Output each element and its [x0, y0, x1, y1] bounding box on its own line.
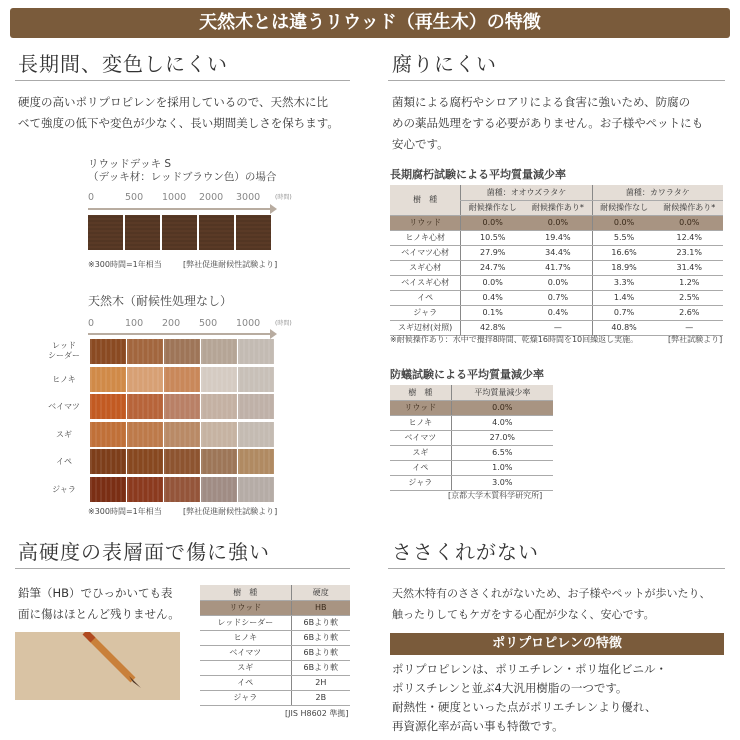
- table-row: [200, 690, 350, 705]
- table-cell: スギ辺材(対照): [390, 320, 461, 335]
- table-cell: 16.6%: [592, 245, 655, 260]
- table-cell: イペ: [390, 290, 461, 305]
- table-row: [390, 320, 723, 335]
- deck-credit: [弊社促進耐候性試験より]: [183, 260, 278, 269]
- wood-swatch: [127, 394, 163, 419]
- text-line: 天然木特有のささくれがないため、お子様やペットが歩いたり、: [392, 587, 711, 600]
- table-cell: ベイマツ: [200, 645, 291, 660]
- rot-table-title: 長期腐朽試験による平均質量減少率: [390, 168, 566, 181]
- table-row: [200, 600, 350, 615]
- text-line: 耐熱性・硬度といった点がポリエチレンより優れ、: [392, 700, 657, 714]
- table-cell: 12.4%: [655, 230, 723, 245]
- table-cell: 41.7%: [524, 260, 592, 275]
- table-row: [200, 615, 350, 630]
- hardness-credit: [JIS H8602 準拠]: [285, 709, 349, 718]
- deck-tick: 3000: [236, 192, 261, 203]
- table-cell: 0.4%: [461, 290, 524, 305]
- text-line: 安心です。: [392, 137, 449, 151]
- table-row: [200, 675, 350, 690]
- col-header: 樹 種: [390, 385, 451, 400]
- deck-tick: 500: [125, 192, 144, 203]
- text-line: 硬度の高いポリプロピレンを採用しているので、天然木に比: [18, 95, 328, 109]
- table-cell: 1.4%: [592, 290, 655, 305]
- termite-table: [390, 385, 553, 491]
- wood-swatch: [90, 449, 126, 474]
- table-row: [390, 400, 553, 415]
- table-cell: ジャラ: [200, 690, 291, 705]
- deck-tick: 0: [88, 192, 95, 203]
- table-row: [200, 660, 350, 675]
- col-header: 平均質量減少率: [451, 385, 553, 400]
- deck-swatch: [88, 215, 123, 250]
- table-cell: 24.7%: [461, 260, 524, 275]
- table-cell: 0.7%: [592, 305, 655, 320]
- table-cell: 2.5%: [655, 290, 723, 305]
- rot-credit: [弊社試験より]: [668, 335, 723, 344]
- table-cell: スギ: [390, 445, 451, 460]
- wood-swatch: [90, 339, 126, 364]
- table-cell: 42.8%: [461, 320, 524, 335]
- table-row: [390, 260, 723, 275]
- timeline-arrow: [88, 333, 271, 335]
- table-cell: リウッド: [200, 600, 291, 615]
- col-header: 耐候操作なし: [592, 200, 655, 215]
- table-cell: 0.7%: [524, 290, 592, 305]
- wood-row-label: スギ: [56, 429, 72, 439]
- wood-swatch: [238, 477, 274, 502]
- wood-swatch: [127, 367, 163, 392]
- col-header: 菌種：オオウズラタケ: [461, 185, 592, 200]
- table-cell: 27.0%: [451, 430, 553, 445]
- table-cell: 5.5%: [592, 230, 655, 245]
- table-row: [390, 305, 723, 320]
- col-header: 樹 種: [390, 185, 461, 215]
- table-cell: 31.4%: [655, 260, 723, 275]
- col-header: 耐候操作なし: [461, 200, 524, 215]
- wood-swatch: [90, 477, 126, 502]
- table-cell: リウッド: [390, 400, 451, 415]
- wood-swatch: [238, 394, 274, 419]
- table-row: [200, 645, 350, 660]
- header-title: 天然木とは違うリウッド（再生木）の特徴: [10, 8, 730, 38]
- table-cell: 6Bより軟: [291, 630, 350, 645]
- divider: [15, 80, 350, 81]
- deck-tick: 2000: [199, 192, 224, 203]
- natural-note: ※300時間=1年相当: [88, 507, 162, 516]
- wood-swatch: [238, 339, 274, 364]
- wood-swatch: [201, 422, 237, 447]
- wood-swatch: [127, 339, 163, 364]
- rot-note: ※耐候操作あり：水中で攪拌8時間、乾燥16時間を10回繰返し実施。: [390, 335, 639, 344]
- table-cell: 27.9%: [461, 245, 524, 260]
- wood-row-label: イペ: [56, 457, 72, 466]
- pencil-photo: [15, 632, 180, 700]
- termite-table-title: 防蟻試験による平均質量減少率: [390, 368, 544, 381]
- wood-swatch: [164, 449, 200, 474]
- unit-label: (時間): [275, 320, 292, 327]
- deck-tick: 1000: [162, 192, 187, 203]
- wood-swatch: [90, 367, 126, 392]
- table-cell: ヒノキ心材: [390, 230, 461, 245]
- table-row: [200, 630, 350, 645]
- table-cell: 6Bより軟: [291, 660, 350, 675]
- table-cell: 1.0%: [451, 460, 553, 475]
- col-header: 樹 種: [200, 585, 291, 600]
- natural-tick: 0: [88, 318, 95, 329]
- natural-wood-label: 天然木（耐候性処理なし）: [88, 294, 233, 308]
- col-header: 耐候操作あり*: [655, 200, 723, 215]
- table-cell: 6Bより軟: [291, 645, 350, 660]
- table-cell: 10.5%: [461, 230, 524, 245]
- wood-swatch: [201, 477, 237, 502]
- natural-tick: 100: [125, 318, 144, 329]
- polypropylene-band: ポリプロピレンの特徴: [390, 633, 724, 655]
- table-row: [390, 475, 553, 490]
- table-cell: 34.4%: [524, 245, 592, 260]
- table-cell: ジャラ: [390, 305, 461, 320]
- wood-swatch: [238, 367, 274, 392]
- table-cell: ヒノキ: [200, 630, 291, 645]
- natural-tick: 1000: [236, 318, 261, 329]
- divider: [388, 80, 725, 81]
- table-row: [390, 460, 553, 475]
- rot-table: [390, 185, 723, 336]
- wood-swatch: [164, 477, 200, 502]
- section-title-rot: 腐りにくい: [392, 52, 497, 76]
- text-line: べて強度の低下や変色が少なく、長い期間美しさを保ちます。: [18, 116, 339, 130]
- wood-row-label: レッド シーダー: [48, 341, 80, 360]
- wood-row-label: ヒノキ: [52, 374, 76, 384]
- table-row: [390, 215, 723, 230]
- table-cell: 23.1%: [655, 245, 723, 260]
- col-header: 耐候操作あり*: [524, 200, 592, 215]
- table-cell: —: [524, 320, 592, 335]
- table-cell: 4.0%: [451, 415, 553, 430]
- table-cell: 0.0%: [451, 400, 553, 415]
- table-cell: リウッド: [390, 215, 461, 230]
- wood-swatch: [90, 394, 126, 419]
- text-line: ポリスチレンと並ぶ4大汎用樹脂の一つです。: [392, 681, 628, 695]
- table-cell: 2H: [291, 675, 350, 690]
- table-row: [390, 445, 553, 460]
- table-cell: イペ: [200, 675, 291, 690]
- divider: [15, 568, 350, 569]
- table-cell: 18.9%: [592, 260, 655, 275]
- text-line: めの薬品処理をする必要がありません。お子様やペットにも: [392, 116, 704, 130]
- table-cell: ベイマツ心材: [390, 245, 461, 260]
- section-title-splinter: ささくれがない: [392, 540, 539, 564]
- deck-label: （デッキ材：レッドブラウン色）の場合: [88, 171, 277, 183]
- wood-swatch: [127, 449, 163, 474]
- table-cell: 6.5%: [451, 445, 553, 460]
- table-row: [390, 230, 723, 245]
- table-cell: 0.0%: [592, 215, 655, 230]
- wood-swatch: [164, 367, 200, 392]
- table-cell: 40.8%: [592, 320, 655, 335]
- termite-credit: [京都大学木質科学研究所]: [448, 491, 543, 500]
- table-cell: 0.0%: [524, 275, 592, 290]
- section-title-discoloration: 長期間、変色しにくい: [18, 52, 228, 76]
- table-cell: レッドシーダー: [200, 615, 291, 630]
- table-cell: 0.0%: [461, 215, 524, 230]
- section-title-hardness: 高硬度の表層面で傷に強い: [18, 540, 270, 564]
- table-cell: HB: [291, 600, 350, 615]
- wood-swatch: [164, 422, 200, 447]
- wood-row-label: ベイマツ: [48, 402, 80, 411]
- wood-swatch: [201, 394, 237, 419]
- table-cell: スギ心材: [390, 260, 461, 275]
- deck-note: ※300時間=1年相当: [88, 260, 162, 269]
- wood-swatch: [164, 394, 200, 419]
- natural-tick: 200: [162, 318, 181, 329]
- table-cell: 0.1%: [461, 305, 524, 320]
- table-cell: 2.6%: [655, 305, 723, 320]
- wood-swatch: [164, 339, 200, 364]
- table-cell: ベイスギ心材: [390, 275, 461, 290]
- table-row: [390, 430, 553, 445]
- deck-label: リウッドデッキ S: [88, 158, 172, 170]
- table-cell: イペ: [390, 460, 451, 475]
- unit-label: (時間): [275, 194, 292, 201]
- deck-swatch: [162, 215, 197, 250]
- table-row: [390, 275, 723, 290]
- timeline-arrow: [88, 208, 271, 210]
- table-cell: 3.0%: [451, 475, 553, 490]
- table-cell: 2B: [291, 690, 350, 705]
- table-cell: 19.4%: [524, 230, 592, 245]
- col-header: 硬度: [291, 585, 350, 600]
- table-cell: 0.0%: [655, 215, 723, 230]
- natural-tick: 500: [199, 318, 218, 329]
- table-row: [390, 415, 553, 430]
- deck-swatch: [125, 215, 160, 250]
- text-line: 再資源化率が高い事も特徴です。: [392, 719, 564, 733]
- table-cell: 0.4%: [524, 305, 592, 320]
- hardness-table: [200, 585, 350, 706]
- table-cell: 3.3%: [592, 275, 655, 290]
- table-cell: スギ: [200, 660, 291, 675]
- table-cell: ジャラ: [390, 475, 451, 490]
- table-cell: 6Bより軟: [291, 615, 350, 630]
- wood-swatch: [238, 449, 274, 474]
- table-cell: 0.0%: [524, 215, 592, 230]
- divider: [388, 568, 725, 569]
- wood-swatch: [127, 422, 163, 447]
- wood-swatch: [238, 422, 274, 447]
- wood-row-label: ジャラ: [52, 484, 76, 494]
- table-cell: —: [655, 320, 723, 335]
- text-line: 鉛筆（HB）でひっかいても表: [18, 586, 173, 600]
- wood-swatch: [90, 422, 126, 447]
- wood-swatch: [201, 367, 237, 392]
- col-header: 菌種：カワラタケ: [592, 185, 723, 200]
- table-cell: 0.0%: [461, 275, 524, 290]
- table-row: [390, 290, 723, 305]
- text-line: 菌類による腐朽やシロアリによる食害に強いため、防腐の: [392, 95, 691, 109]
- natural-credit: [弊社促進耐候性試験より]: [183, 507, 278, 516]
- text-line: 触ったりしてもケガをする心配が少なく、安心です。: [392, 608, 655, 621]
- table-cell: 1.2%: [655, 275, 723, 290]
- table-cell: ヒノキ: [390, 415, 451, 430]
- deck-swatch: [236, 215, 271, 250]
- wood-swatch: [127, 477, 163, 502]
- wood-swatch: [201, 339, 237, 364]
- table-cell: ベイマツ: [390, 430, 451, 445]
- text-line: ポリプロピレンは、ポリエチレン・ポリ塩化ビニル・: [392, 662, 667, 676]
- text-line: 面に傷はほとんど残りません。: [18, 607, 180, 621]
- wood-swatch: [201, 449, 237, 474]
- table-row: [390, 245, 723, 260]
- deck-swatch: [199, 215, 234, 250]
